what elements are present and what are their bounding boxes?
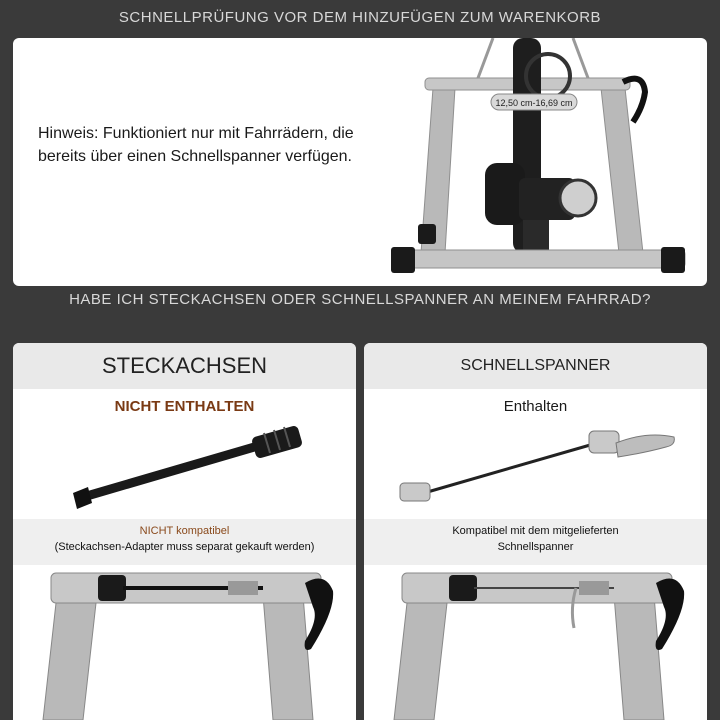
thru-axle-panel: [13, 343, 356, 720]
trainer-clamp-image: [364, 565, 707, 720]
quick-release-compat-note: [364, 519, 707, 565]
trainer-info-card: [13, 38, 707, 286]
quick-release-image: [394, 423, 684, 513]
thru-axle-status: NICHT ENTHALTEN: [114, 398, 255, 415]
thru-axle-title: STECKACHSEN: [13, 343, 356, 389]
quick-release-status: Enthalten: [503, 398, 568, 415]
measure-label: 12,50 cm-16,69 cm: [495, 98, 573, 108]
trainer-clamp-image: [13, 565, 356, 720]
thru-axle-compat-line2: (Steckachsen-Adapter muss separat gekauft werden): [54, 541, 315, 553]
quick-release-compat-line2: Schnellspanner: [497, 541, 574, 553]
compatibility-note: Hinweis: Funktioniert nur mit Fahrrädern, die bereits über einen Schnellspanner verfügen.: [38, 125, 354, 165]
question-heading: HABE ICH STECKACHSEN ODER SCHNELLSPANNER AN MEINEM FAHRRAD?: [69, 291, 651, 308]
thru-axle-compat-line1: NICHT kompatibel: [139, 525, 230, 537]
thru-axle-compat-note: [13, 519, 356, 565]
header-quick-check: SCHNELLPRÜFUNG VOR DEM HINZUFÜGEN ZUM WARENKORB: [118, 9, 602, 26]
quick-release-compat-line1: Kompatibel mit dem mitgelieferten: [452, 525, 619, 537]
quick-release-title: SCHNELLSPANNER: [364, 343, 707, 389]
quick-release-panel: [364, 343, 707, 720]
bike-trainer-image: [373, 38, 707, 286]
thru-axle-image: [68, 423, 308, 513]
